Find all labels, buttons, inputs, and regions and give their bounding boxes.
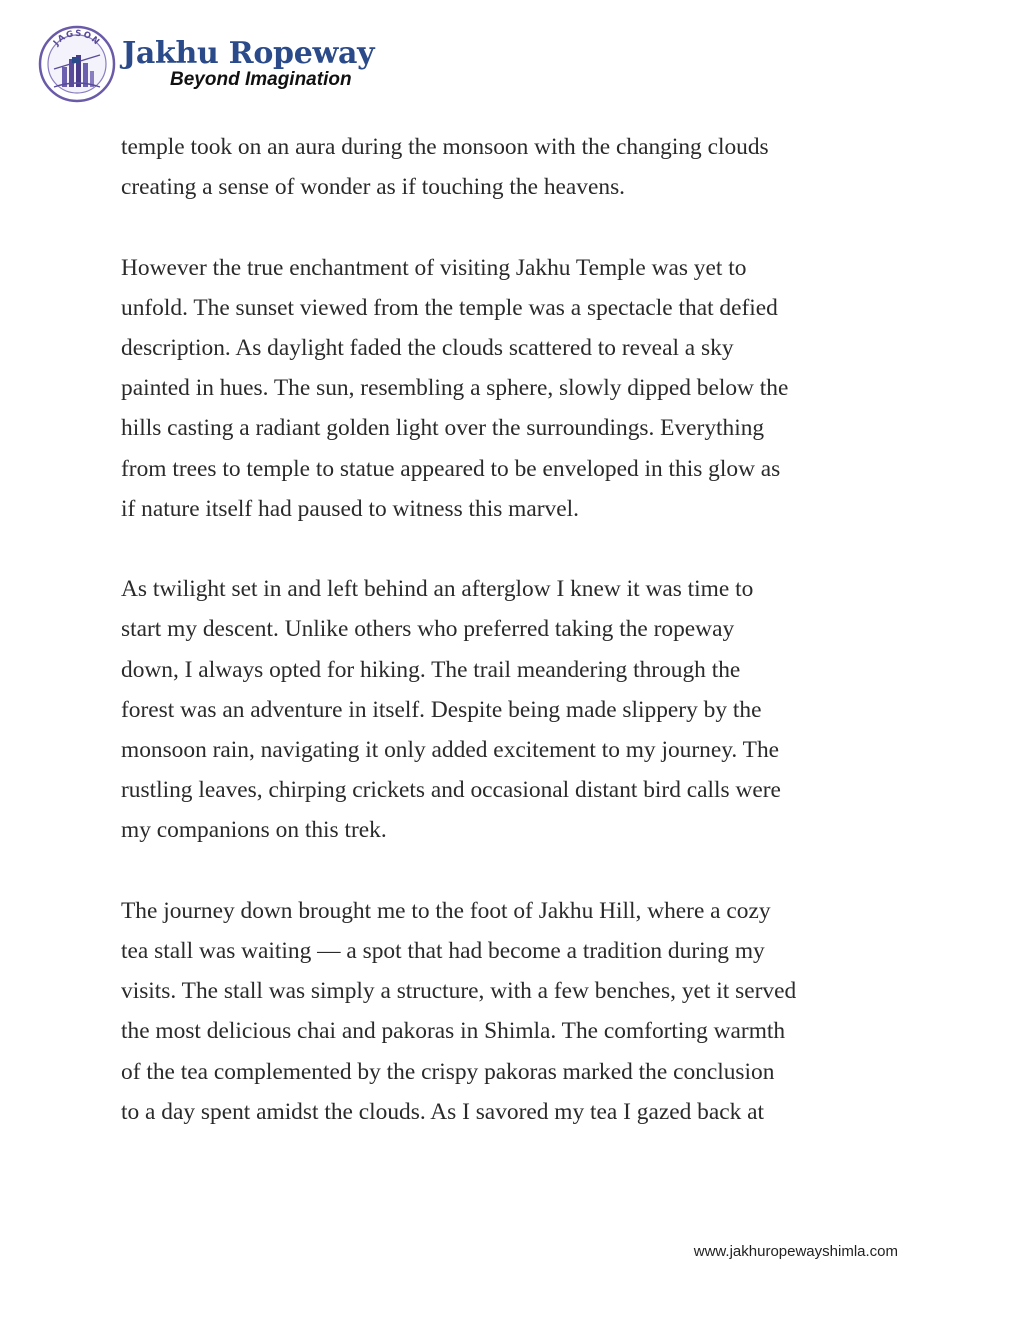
paragraph-2: However the true enchantment of visiting Jakhu Temple was yet to unfold. The sunset viewed from the temple was a spectacle that defied description. As daylight faded the clouds scattered to reveal a sky painted in hues. The sun, resembling a sphere, slowly dipped below the hills casting a radiant golden light over the surroundings. Everything from trees to temple to statue appeared to be enveloped in this glow as if nature itself had paused to witness this marvel. — [121, 254, 789, 522]
brand-tagline: Beyond Imagination — [170, 69, 352, 90]
brand-name: Jakhu Ropeway — [122, 36, 375, 71]
paragraph-1: temple took on an aura during the monsoon with the changing clouds creating a sense of wonder as if touching the heavens. — [121, 134, 769, 201]
svg-text:JAGSON: JAGSON — [51, 28, 103, 49]
footer-website: www.jakhuropewayshimla.com — [693, 1243, 898, 1260]
brand-block — [122, 38, 374, 90]
article-body — [121, 127, 921, 1132]
paragraph-3: As twilight set in and left behind an afterglow I knew it was time to start my descent. Unlike others who preferred taking the ropeway down, I always opted for hiking. The trail meandering through the forest was an adventure in itself. Despite being made slippery by the monsoon rain, navigating it only added excitement to my journey. The rustling leaves, chirping crickets and occasional distant bird calls were my companions on this trek. — [121, 576, 781, 844]
page-header — [38, 26, 374, 102]
jagson-seal-logo — [38, 25, 116, 103]
paragraph-4: The journey down brought me to the foot of Jakhu Hill, where a cozy tea stall was waiting — a spot that had become a tradition during my visits. The stall was simply a structure, with a few benches, yet it served the most delicious chai and pakoras in Shimla. The comforting warmth of the tea complemented by the crispy pakoras marked the conclusion to a day spent amidst the clouds. As I savored my tea I gazed back at — [121, 897, 797, 1125]
